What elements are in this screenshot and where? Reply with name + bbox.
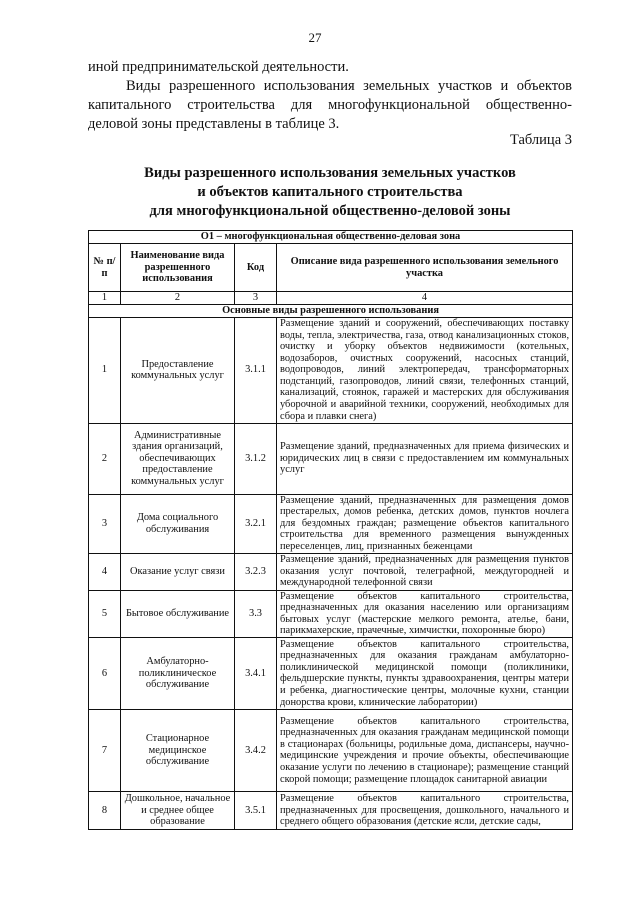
- title-line-2: и объектов капитального строительства: [197, 184, 463, 200]
- row-number: 3: [89, 494, 121, 553]
- use-description: Размещение объектов капитального строительства, предназначенных для оказания населению или организациям бытовых услуг (мастерские мелкого ремонта, ателье, бани, парикмахерские, прачечные, химчистки, похоронные бюро): [277, 590, 573, 637]
- table-title: [88, 164, 572, 221]
- use-name: Дошкольное, начальное и среднее общее образование: [121, 791, 235, 829]
- table-caption: Таблица 3: [509, 132, 572, 148]
- use-name: Стационарное медицинское обслуживание: [121, 709, 235, 791]
- table-row: [89, 494, 573, 553]
- row-number: 7: [89, 709, 121, 791]
- table-row: [89, 637, 573, 709]
- section-header: Основные виды разрешенного использования: [89, 304, 573, 317]
- title-line-3: для многофункциональной общественно-деловой зоны: [149, 203, 511, 219]
- title-line-1: Виды разрешенного использования земельных участков: [144, 165, 516, 181]
- page-number: 27: [308, 30, 322, 45]
- use-code: 3.5.1: [235, 791, 277, 829]
- land-use-table-wrap: [88, 230, 572, 830]
- use-description: Размещение зданий, предназначенных для размещения домов престарелых, домов ребенка, детских домов, пунктов ночлега для бездомных граждан; размещение объектов капитального строительства для временного размещения вынужденных переселенцев, лиц, признанных беженцами: [277, 494, 573, 553]
- col-index: 2: [121, 292, 235, 305]
- use-code: 3.1.1: [235, 317, 277, 423]
- table-row: [89, 709, 573, 791]
- use-description: Размещение объектов капитального строительства, предназначенных для просвещения, дошкольного, начального и среднего общего образования (детские ясли, детские сады,: [277, 791, 573, 829]
- use-name: Дома социального обслуживания: [121, 494, 235, 553]
- col-header-code: Код: [235, 244, 277, 292]
- use-name: Предоставление коммунальных услуг: [121, 317, 235, 423]
- table-row: [89, 423, 573, 494]
- column-index-row: [89, 292, 573, 305]
- intro-line: иной предпринимательской деятельности.: [88, 59, 349, 75]
- col-index: 4: [277, 292, 573, 305]
- row-number: 1: [89, 317, 121, 423]
- col-index: 1: [89, 292, 121, 305]
- col-header-name: Наименование вида разрешенного использования: [121, 244, 235, 292]
- row-number: 2: [89, 423, 121, 494]
- row-number: 4: [89, 553, 121, 590]
- col-header-num: № п/п: [89, 244, 121, 292]
- use-code: 3.2.3: [235, 553, 277, 590]
- zone-header-row: [89, 231, 573, 244]
- use-code: 3.1.2: [235, 423, 277, 494]
- use-name: Бытовое обслуживание: [121, 590, 235, 637]
- use-description: Размещение объектов капитального строительства, предназначенных для оказания гражданам амбулаторно-поликлинической медицинской помощи (поликлиники, фельдшерские пункты, пункты здравоохранения, центры матери и ребенка, диагностические центры, молочные кухни, станции донорства крови, клинические лаборатории): [277, 637, 573, 709]
- use-name: Амбулаторно-поликлиническое обслуживание: [121, 637, 235, 709]
- use-description: Размещение объектов капитального строительства, предназначенных для оказания гражданам медицинской помощи в стационарах (больницы, родильные дома, диспансеры, научно-медицинские учреждения и прочие объекты, обеспечивающие оказание услуги по лечению в стационаре); размещение станций скорой помощи; размещение площадок санитарной авиации: [277, 709, 573, 791]
- intro-paragraph: Виды разрешенного использования земельных участков и объектов капитального строительства для многофункциональной общественно-деловой зоны представлены в таблице 3.: [88, 78, 572, 132]
- table-row: [89, 553, 573, 590]
- zone-header: О1 – многофункциональная общественно-деловая зона: [89, 231, 573, 244]
- row-number: 5: [89, 590, 121, 637]
- use-description: Размещение зданий, предназначенных для приема физических и юридических лиц в связи с предоставлением им коммунальных услуг: [277, 423, 573, 494]
- column-header-row: [89, 244, 573, 292]
- use-code: 3.3: [235, 590, 277, 637]
- use-code: 3.2.1: [235, 494, 277, 553]
- use-description: Размещение зданий, предназначенных для размещения пунктов оказания услуг почтовой, телеграфной, междугородней и международной телефонной связи: [277, 553, 573, 590]
- row-number: 8: [89, 791, 121, 829]
- col-index: 3: [235, 292, 277, 305]
- use-code: 3.4.1: [235, 637, 277, 709]
- use-description: Размещение зданий и сооружений, обеспечивающих поставку воды, тепла, электричества, газа, отвод канализационных стоков, очистку и уборку объектов недвижимости (котельных, водозаборов, очистных сооружений, насосных станций, водопроводов, линий электропередач, трансформаторных подстанций, газопроводов, линий связи, телефонных станций, канализаций, стоянок, гаражей и мастерских для обслуживания уборочной и аварийной техники, сооружений, необходимых для сбора и плавки снега): [277, 317, 573, 423]
- row-number: 6: [89, 637, 121, 709]
- use-name: Административные здания организаций, обеспечивающих предоставление коммунальных услуг: [121, 423, 235, 494]
- use-code: 3.4.2: [235, 709, 277, 791]
- table-row: [89, 590, 573, 637]
- use-name: Оказание услуг связи: [121, 553, 235, 590]
- land-use-table: [88, 230, 573, 830]
- table-row: [89, 791, 573, 829]
- section-row: [89, 304, 573, 317]
- table-row: [89, 317, 573, 423]
- col-header-desc: Описание вида разрешенного использования земельного участка: [277, 244, 573, 292]
